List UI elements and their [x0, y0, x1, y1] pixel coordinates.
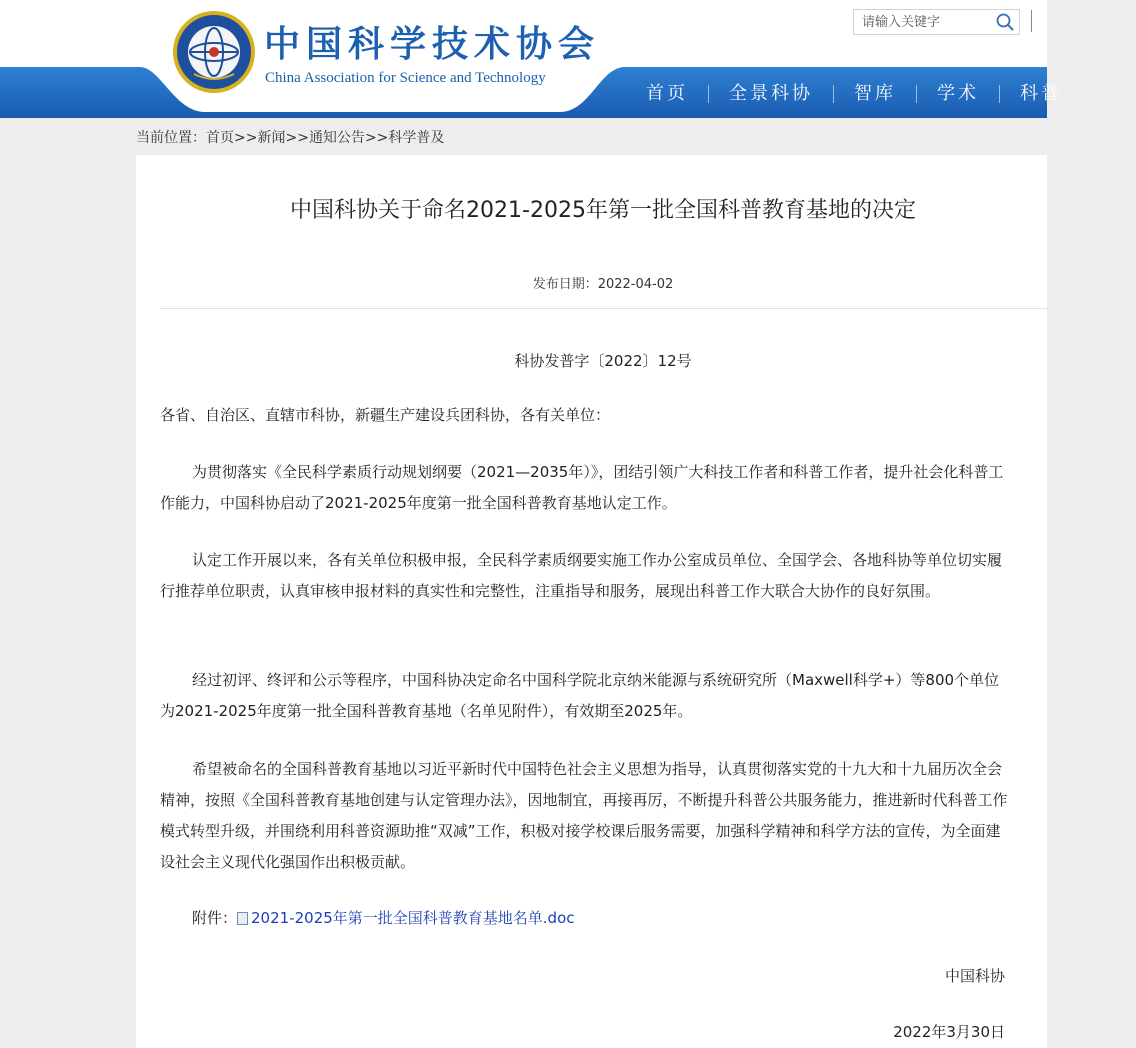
article-panel	[136, 155, 1047, 1048]
nav-item-home[interactable]: 首页	[646, 83, 688, 104]
nav-item-academic[interactable]: 学术	[937, 83, 979, 104]
main-nav	[626, 80, 1082, 108]
search-icon[interactable]	[995, 12, 1015, 32]
nav-item-science-pop[interactable]: 科普	[1020, 83, 1062, 104]
paragraph-2: 认定工作开展以来，各有关单位积极申报，全民科学素质纲要实施工作办公室成员单位、全国学会、各地科协等单位切实履行推荐单位职责，认真审核申报材料的真实性和完整性，注重指导和服务，展现出科普工作大联合大协作的良好氛围。	[160, 551, 1003, 600]
breadcrumb-notices[interactable]: 通知公告	[308, 130, 365, 146]
article-title: 中国科协关于命名2021-2025年第一批全国科普教育基地的决定	[290, 198, 916, 223]
document-icon	[237, 912, 248, 925]
search-input[interactable]	[862, 13, 987, 31]
breadcrumb-separator: >>	[364, 130, 389, 146]
publish-date: 发布日期：2022-04-02	[532, 277, 674, 292]
nav-item-think-tank[interactable]: 智库	[854, 83, 896, 104]
paragraph-1: 为贯彻落实《全民科学素质行动规划纲要（2021—2035年）》，团结引领广大科技工作者和科普工作者，提升社会化科普工作能力，中国科协启动了2021-2025年度第一批全国科普教育基地认定工作。	[160, 463, 1004, 512]
attachment-label: 附件：	[192, 909, 238, 927]
breadcrumb-label: 当前位置：	[136, 130, 206, 146]
logo-english-title: China Association for Science and Technology	[265, 70, 546, 86]
breadcrumb-separator: >>	[234, 130, 258, 146]
nav-item-overview[interactable]: 全景科协	[729, 83, 813, 104]
document-number: 科协发普字〔2022〕12号	[514, 352, 692, 370]
paragraph-3: 经过初评、终评和公示等程序，中国科协决定命名中国科学院北京纳米能源与系统研究所（Maxwell科学+）等800个单位为2021-2025年度第一批全国科普教育基地（名单见附件），有效期至2025年。	[160, 671, 1000, 720]
attachment	[192, 907, 575, 928]
salutation: 各省、自治区、直辖市科协，新疆生产建设兵团科协，各有关单位：	[160, 406, 611, 424]
breadcrumb	[136, 127, 444, 147]
logo-chinese-title: 中国科学技术协会	[264, 23, 601, 65]
paragraph-4: 希望被命名的全国科普教育基地以习近平新时代中国特色社会主义思想为指导，认真贯彻落实党的十九大和十九届历次全会精神，按照《全国科普教育基地创建与认定管理办法》，因地制宜，再接再厉，不断提升科普公共服务能力，推进新时代科普工作模式转型升级，并围绕利用科普资源助推“双减”工作，积极对接学校课后服务需要，加强科学精神和科学方法的宣传，为全面建设社会主义现代化强国作出积极贡献。	[160, 760, 1008, 871]
header-divider	[1031, 10, 1032, 32]
breadcrumb-home[interactable]: 首页	[206, 130, 234, 146]
attachment-link[interactable]: 2021-2025年第一批全国科普教育基地名单.doc	[251, 909, 575, 927]
cast-logo-icon[interactable]	[172, 10, 256, 94]
search-box	[853, 9, 1020, 35]
breadcrumb-science-pop[interactable]: 科学普及	[388, 130, 445, 146]
divider	[160, 308, 1047, 309]
signature: 中国科协	[944, 967, 1005, 985]
signature-date: 2022年3月30日	[893, 1023, 1005, 1041]
breadcrumb-news[interactable]: 新闻	[257, 130, 286, 146]
site-header	[0, 0, 1062, 118]
breadcrumb-separator: >>	[285, 130, 309, 146]
